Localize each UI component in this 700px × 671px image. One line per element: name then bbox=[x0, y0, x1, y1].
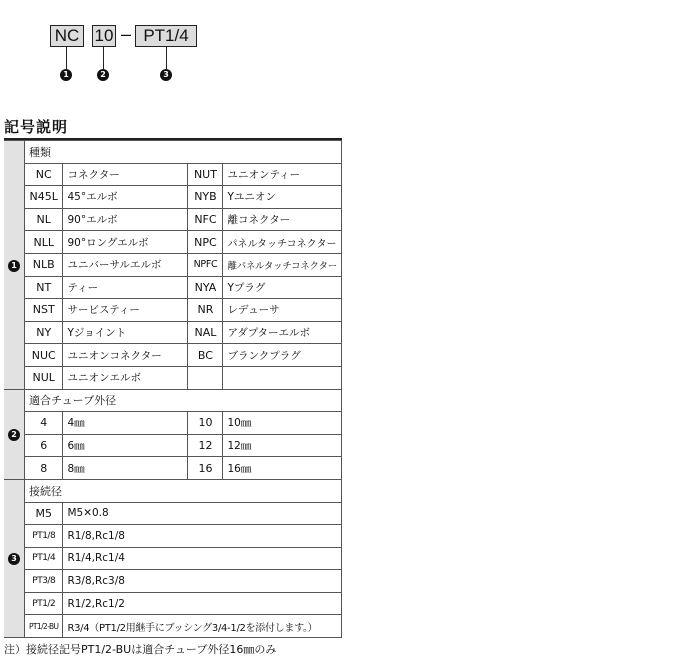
type-code: NL bbox=[25, 208, 63, 231]
leader-line-3 bbox=[166, 47, 167, 69]
type-code: NAL bbox=[188, 321, 223, 344]
type-code: N45L bbox=[25, 186, 63, 209]
footnote: 注）接続径記号PT1/2-BUは適合チューブ外径16㎜のみ bbox=[4, 643, 277, 656]
group-marker-tube bbox=[4, 389, 25, 479]
model-code-thread: PT1/4 bbox=[135, 25, 197, 47]
section-title: 記号説明 bbox=[4, 118, 69, 136]
tube-size: 16㎜ bbox=[223, 457, 342, 480]
type-code: NT bbox=[25, 276, 63, 299]
thread-spec: R1/2,Rc1/2 bbox=[63, 592, 342, 615]
group-header-tube bbox=[4, 389, 342, 412]
type-code: NY bbox=[25, 321, 63, 344]
table-row bbox=[4, 299, 342, 322]
type-code: NYB bbox=[188, 186, 223, 209]
thread-spec: R3/4（PT1/2用継手にブッシング3/4-1/2を添付します。） bbox=[63, 615, 342, 638]
type-name: ユニオンエルボ bbox=[63, 366, 188, 389]
type-code bbox=[188, 366, 223, 389]
table-row bbox=[4, 366, 342, 389]
thread-spec: R1/4,Rc1/4 bbox=[63, 547, 342, 570]
tube-size: 4㎜ bbox=[63, 412, 188, 435]
marker-badge: 1 bbox=[8, 260, 20, 272]
type-name: 離パネルタッチコネクター bbox=[223, 253, 342, 276]
table-row bbox=[4, 321, 342, 344]
type-code: NFC bbox=[188, 208, 223, 231]
thread-code: PT1/8 bbox=[25, 525, 63, 548]
type-name: 45°エルボ bbox=[63, 186, 188, 209]
table-row bbox=[4, 457, 342, 480]
marker-2: 2 bbox=[97, 69, 109, 81]
thread-code: M5 bbox=[25, 502, 63, 525]
marker-badge: 2 bbox=[8, 429, 20, 441]
type-code: NR bbox=[188, 299, 223, 322]
type-code: NUL bbox=[25, 366, 63, 389]
tube-code: 6 bbox=[25, 434, 63, 457]
type-name: アダプターエルボ bbox=[223, 321, 342, 344]
type-code: NLL bbox=[25, 231, 63, 254]
table-row bbox=[4, 163, 342, 186]
tube-code: 8 bbox=[25, 457, 63, 480]
table-row bbox=[4, 231, 342, 254]
thread-code: PT1/4 bbox=[25, 547, 63, 570]
thread-spec: R1/8,Rc1/8 bbox=[63, 525, 342, 548]
table-row bbox=[4, 502, 342, 525]
thread-code: PT3/8 bbox=[25, 570, 63, 593]
thread-code: PT1/2 bbox=[25, 592, 63, 615]
thread-spec: R3/8,Rc3/8 bbox=[63, 570, 342, 593]
tube-size: 6㎜ bbox=[63, 434, 188, 457]
marker-badge: 3 bbox=[8, 553, 20, 565]
thread-code: PT1/2-BU bbox=[25, 615, 63, 638]
type-name: ティー bbox=[63, 276, 188, 299]
table-row bbox=[4, 344, 342, 367]
type-code: NYA bbox=[188, 276, 223, 299]
table-row bbox=[4, 592, 342, 615]
table-row bbox=[4, 615, 342, 638]
type-name: Yプラグ bbox=[223, 276, 342, 299]
tube-code: 12 bbox=[188, 434, 223, 457]
group-header-thread bbox=[4, 479, 342, 502]
group-title: 接続径 bbox=[25, 479, 342, 502]
table-row bbox=[4, 208, 342, 231]
group-marker-type bbox=[4, 141, 25, 390]
type-name: 90°ロングエルボ bbox=[63, 231, 188, 254]
group-title: 適合チューブ外径 bbox=[25, 389, 342, 412]
tube-code: 4 bbox=[25, 412, 63, 435]
table-row bbox=[4, 525, 342, 548]
table-row bbox=[4, 186, 342, 209]
type-code: NUC bbox=[25, 344, 63, 367]
type-name: 離コネクター bbox=[223, 208, 342, 231]
type-code: NPFC bbox=[188, 253, 223, 276]
symbol-table bbox=[4, 140, 342, 638]
marker-1: 1 bbox=[60, 69, 72, 81]
table-row bbox=[4, 276, 342, 299]
type-name bbox=[223, 366, 342, 389]
type-name: 90°エルボ bbox=[63, 208, 188, 231]
type-name: Yジョイント bbox=[63, 321, 188, 344]
table-row bbox=[4, 570, 342, 593]
table-row bbox=[4, 253, 342, 276]
thread-spec: M5✕0.8 bbox=[63, 502, 342, 525]
type-code: NUT bbox=[188, 163, 223, 186]
type-code: NLB bbox=[25, 253, 63, 276]
type-code: NPC bbox=[188, 231, 223, 254]
type-name: Yユニオン bbox=[223, 186, 342, 209]
tube-code: 10 bbox=[188, 412, 223, 435]
tube-code: 16 bbox=[188, 457, 223, 480]
table-row bbox=[4, 434, 342, 457]
group-title: 種類 bbox=[25, 141, 342, 164]
type-name: ユニオンティー bbox=[223, 163, 342, 186]
tube-size: 10㎜ bbox=[223, 412, 342, 435]
type-name: ユニバーサルエルボ bbox=[63, 253, 188, 276]
type-name: パネルタッチコネクター bbox=[223, 231, 342, 254]
table-row bbox=[4, 412, 342, 435]
tube-size: 8㎜ bbox=[63, 457, 188, 480]
type-name: レデューサ bbox=[223, 299, 342, 322]
leader-line-1 bbox=[66, 47, 67, 69]
type-name: ユニオンコネクター bbox=[63, 344, 188, 367]
type-name: サービスティー bbox=[63, 299, 188, 322]
type-code: BC bbox=[188, 344, 223, 367]
model-code-tube: 10 bbox=[92, 25, 116, 47]
group-header-type bbox=[4, 141, 342, 164]
type-name: コネクター bbox=[63, 163, 188, 186]
group-marker-thread bbox=[4, 479, 25, 637]
model-code-separator: – bbox=[121, 24, 132, 44]
type-code: NST bbox=[25, 299, 63, 322]
tube-size: 12㎜ bbox=[223, 434, 342, 457]
type-code: NC bbox=[25, 163, 63, 186]
table-row bbox=[4, 547, 342, 570]
type-name: ブランクプラグ bbox=[223, 344, 342, 367]
leader-line-2 bbox=[103, 47, 104, 69]
model-code-type: NC bbox=[50, 25, 84, 47]
marker-3: 3 bbox=[160, 69, 172, 81]
